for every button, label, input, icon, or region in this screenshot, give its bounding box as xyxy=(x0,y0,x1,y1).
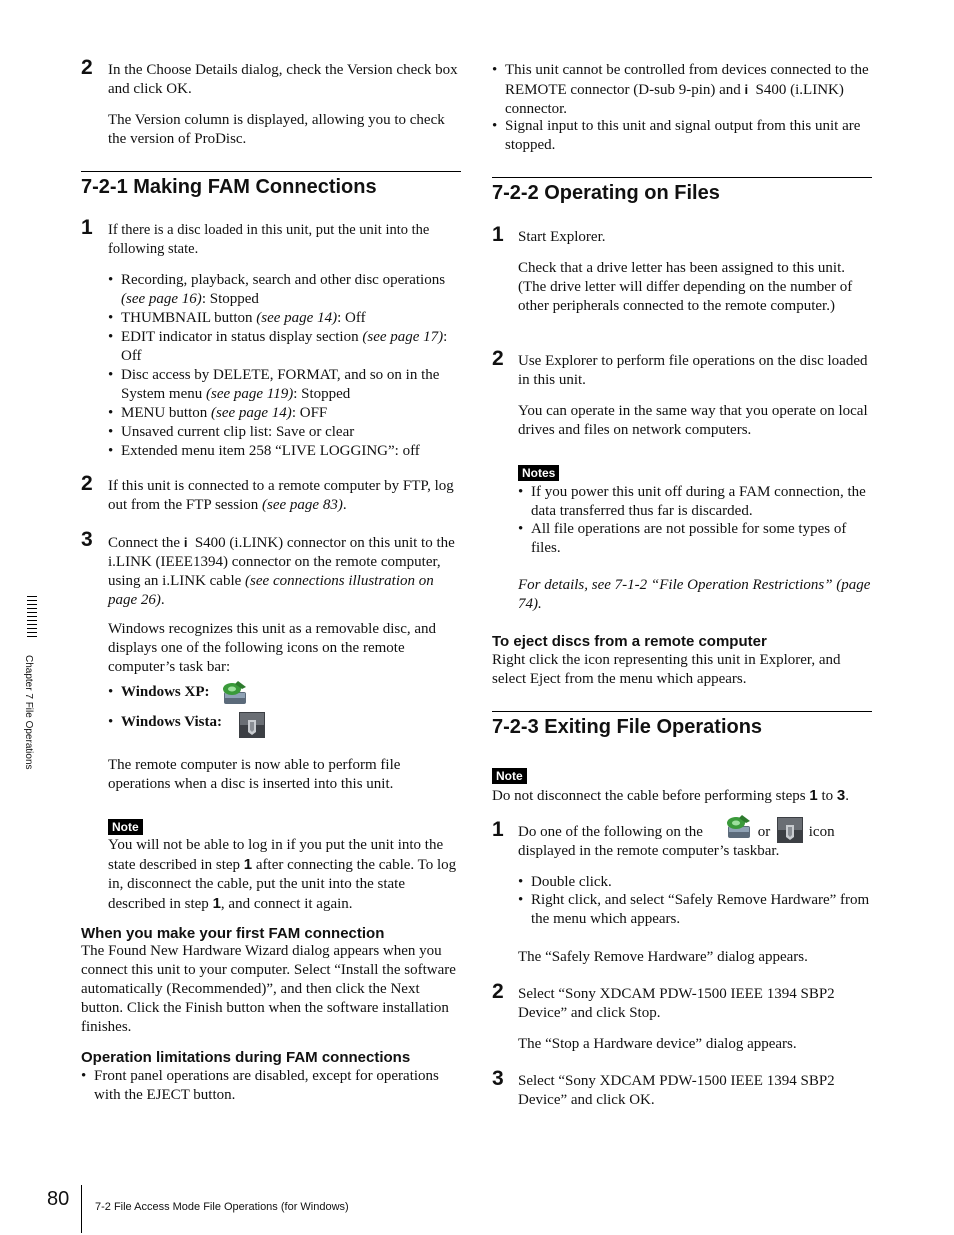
step-text: Select “Sony XDCAM PDW-1500 IEEE 1394 SBP2 Device” and click Stop. xyxy=(518,986,835,1021)
list-item: • Signal input to this unit and signal output from this unit are stopped. xyxy=(492,118,861,153)
list-item: • Double click. xyxy=(518,874,612,890)
subheading-eject: To eject discs from a remote computer xyxy=(492,633,767,650)
step-text: Select “Sony XDCAM PDW-1500 IEEE 1394 SBP2 Device” and click OK. xyxy=(518,1073,835,1108)
step-number: 2 xyxy=(81,56,93,79)
subheading-first-fam: When you make your first FAM connection xyxy=(81,925,385,942)
step-paragraph: You can operate in the same way that you operate on local drives and files on network computers. xyxy=(518,403,868,438)
step-number: 1 xyxy=(81,216,93,239)
paragraph: Right click the icon representing this unit in Explorer, and select Eject from the menu which appears. xyxy=(492,652,841,687)
note-tag: Note xyxy=(108,819,143,835)
list-item: • Recording, playback, search and other disc operations (see page 16): Stopped xyxy=(108,272,446,307)
list-item: • This unit cannot be controlled from devices connected to the REMOTE connector (D-sub 9-pin) and i S400 (i.LINK) connector. xyxy=(492,62,869,117)
footer-section-title: 7-2 File Access Mode File Operations (for Windows) xyxy=(95,1201,349,1213)
section-rule xyxy=(492,177,872,178)
step-number: 2 xyxy=(492,347,504,370)
step-number: 3 xyxy=(492,1067,504,1090)
note-tag: Note xyxy=(492,768,527,784)
ilink-icon: i xyxy=(183,535,188,550)
list-item: • All file operations are not possible for some types of files. xyxy=(518,521,847,556)
section-rule xyxy=(492,711,872,712)
list-item: • If you power this unit off during a FAM connection, the data transferred thus far is discarded. xyxy=(518,484,866,519)
list-item: • Unsaved current clip list: Save or clear xyxy=(108,424,355,440)
step-text: If there is a disc loaded in this unit, put the unit into the following state. xyxy=(108,222,430,257)
step-number: 1 xyxy=(492,223,504,246)
state-list xyxy=(108,271,463,461)
list-item: • THUMBNAIL button (see page 14): Off xyxy=(108,310,366,326)
subheading-operation-limitations: Operation limitations during FAM connections xyxy=(81,1049,411,1066)
step-number: 2 xyxy=(81,472,93,495)
section-rule xyxy=(81,171,461,172)
note-text: You will not be able to log in if you put the unit into the state described in step 1 after connecting the cable. To log in, disconnect the cable, put the unit into the state described in step 1, and connect it again. xyxy=(108,837,457,912)
chapter-tab-marks xyxy=(27,596,37,641)
section-title-7-2-1: 7-2-1 Making FAM Connections xyxy=(81,176,377,198)
section-title-7-2-3: 7-2-3 Exiting File Operations xyxy=(492,716,763,738)
list-item: • Disc access by DELETE, FORMAT, and so on in the System menu (see page 119): Stopped xyxy=(108,367,440,402)
windows-vista-item: • Windows Vista: xyxy=(108,710,408,740)
step-text: displayed in the remote computer’s taskbar. xyxy=(518,843,780,859)
step-text: Connect the i S400 (i.LINK) connector on this unit to the i.LINK (IEEE1394) connector on the remote computer, using an i.LINK cable (see connections illustration on page 26). xyxy=(108,535,455,608)
step-number: 1 xyxy=(492,818,504,841)
paragraph: The Found New Hardware Wizard dialog appears when you connect this unit to your computer. Select “Install the software automatically (Recommended)”, and then click the Next button. Click the Finish button when the software installation finishes. xyxy=(81,943,456,1035)
step-paragraph: The “Stop a Hardware device” dialog appears. xyxy=(518,1036,797,1052)
list-item: • EDIT indicator in status display section (see page 17): Off xyxy=(108,329,448,364)
step-text: Start Explorer. xyxy=(518,229,606,245)
list-item: • Front panel operations are disabled, except for operations with the EJECT button. xyxy=(81,1068,439,1103)
notes-tag: Notes xyxy=(518,465,559,481)
windows-xp-item: • Windows XP: xyxy=(108,680,408,710)
step-text: Do one of the following on the or icon xyxy=(518,813,878,847)
step-number: 3 xyxy=(81,528,93,551)
step-paragraph: The Version column is displayed, allowing you to check the version of ProDisc. xyxy=(108,112,445,147)
note-text: Do not disconnect the cable before performing steps 1 to 3. xyxy=(492,787,850,804)
section-title-7-2-2: 7-2-2 Operating on Files xyxy=(492,182,720,204)
step-number: 2 xyxy=(492,980,504,1003)
chapter-label: Chapter 7 File Operations xyxy=(23,655,34,770)
step-paragraph: Check that a drive letter has been assigned to this unit. (The drive letter will differ depending on the number of other peripherals connected to the remote computer.) xyxy=(518,260,853,314)
windows-vista-label: Windows Vista: xyxy=(121,714,223,730)
windows-xp-label: Windows XP: xyxy=(121,684,210,700)
step-text: If this unit is connected to a remote computer by FTP, log out from the FTP session (see page 83). xyxy=(108,478,454,513)
step-text: In the Choose Details dialog, check the Version check box and click OK. xyxy=(108,62,458,97)
step-paragraph: Windows recognizes this unit as a removable disc, and displays one of the following icons on the remote computer’s task bar: xyxy=(108,621,437,675)
ilink-icon: i xyxy=(744,82,749,97)
footer-divider xyxy=(81,1185,82,1233)
removable-disc-vista-icon xyxy=(239,712,265,744)
list-item: • Right click, and select “Safely Remove Hardware” from the menu which appears. xyxy=(518,892,870,927)
step-paragraph: The remote computer is now able to perform file operations when a disc is inserted into this unit. xyxy=(108,757,401,792)
page-number: 80 xyxy=(47,1188,70,1210)
step-paragraph: The “Safely Remove Hardware” dialog appears. xyxy=(518,949,808,965)
list-item: • Extended menu item 258 “LIVE LOGGING”: off xyxy=(108,443,420,459)
list-item: • MENU button (see page 14): OFF xyxy=(108,405,328,421)
step-text: Use Explorer to perform file operations on the disc loaded in this unit. xyxy=(518,353,868,388)
details-reference: For details, see 7-1-2 “File Operation Restrictions” (page 74). xyxy=(518,577,871,612)
